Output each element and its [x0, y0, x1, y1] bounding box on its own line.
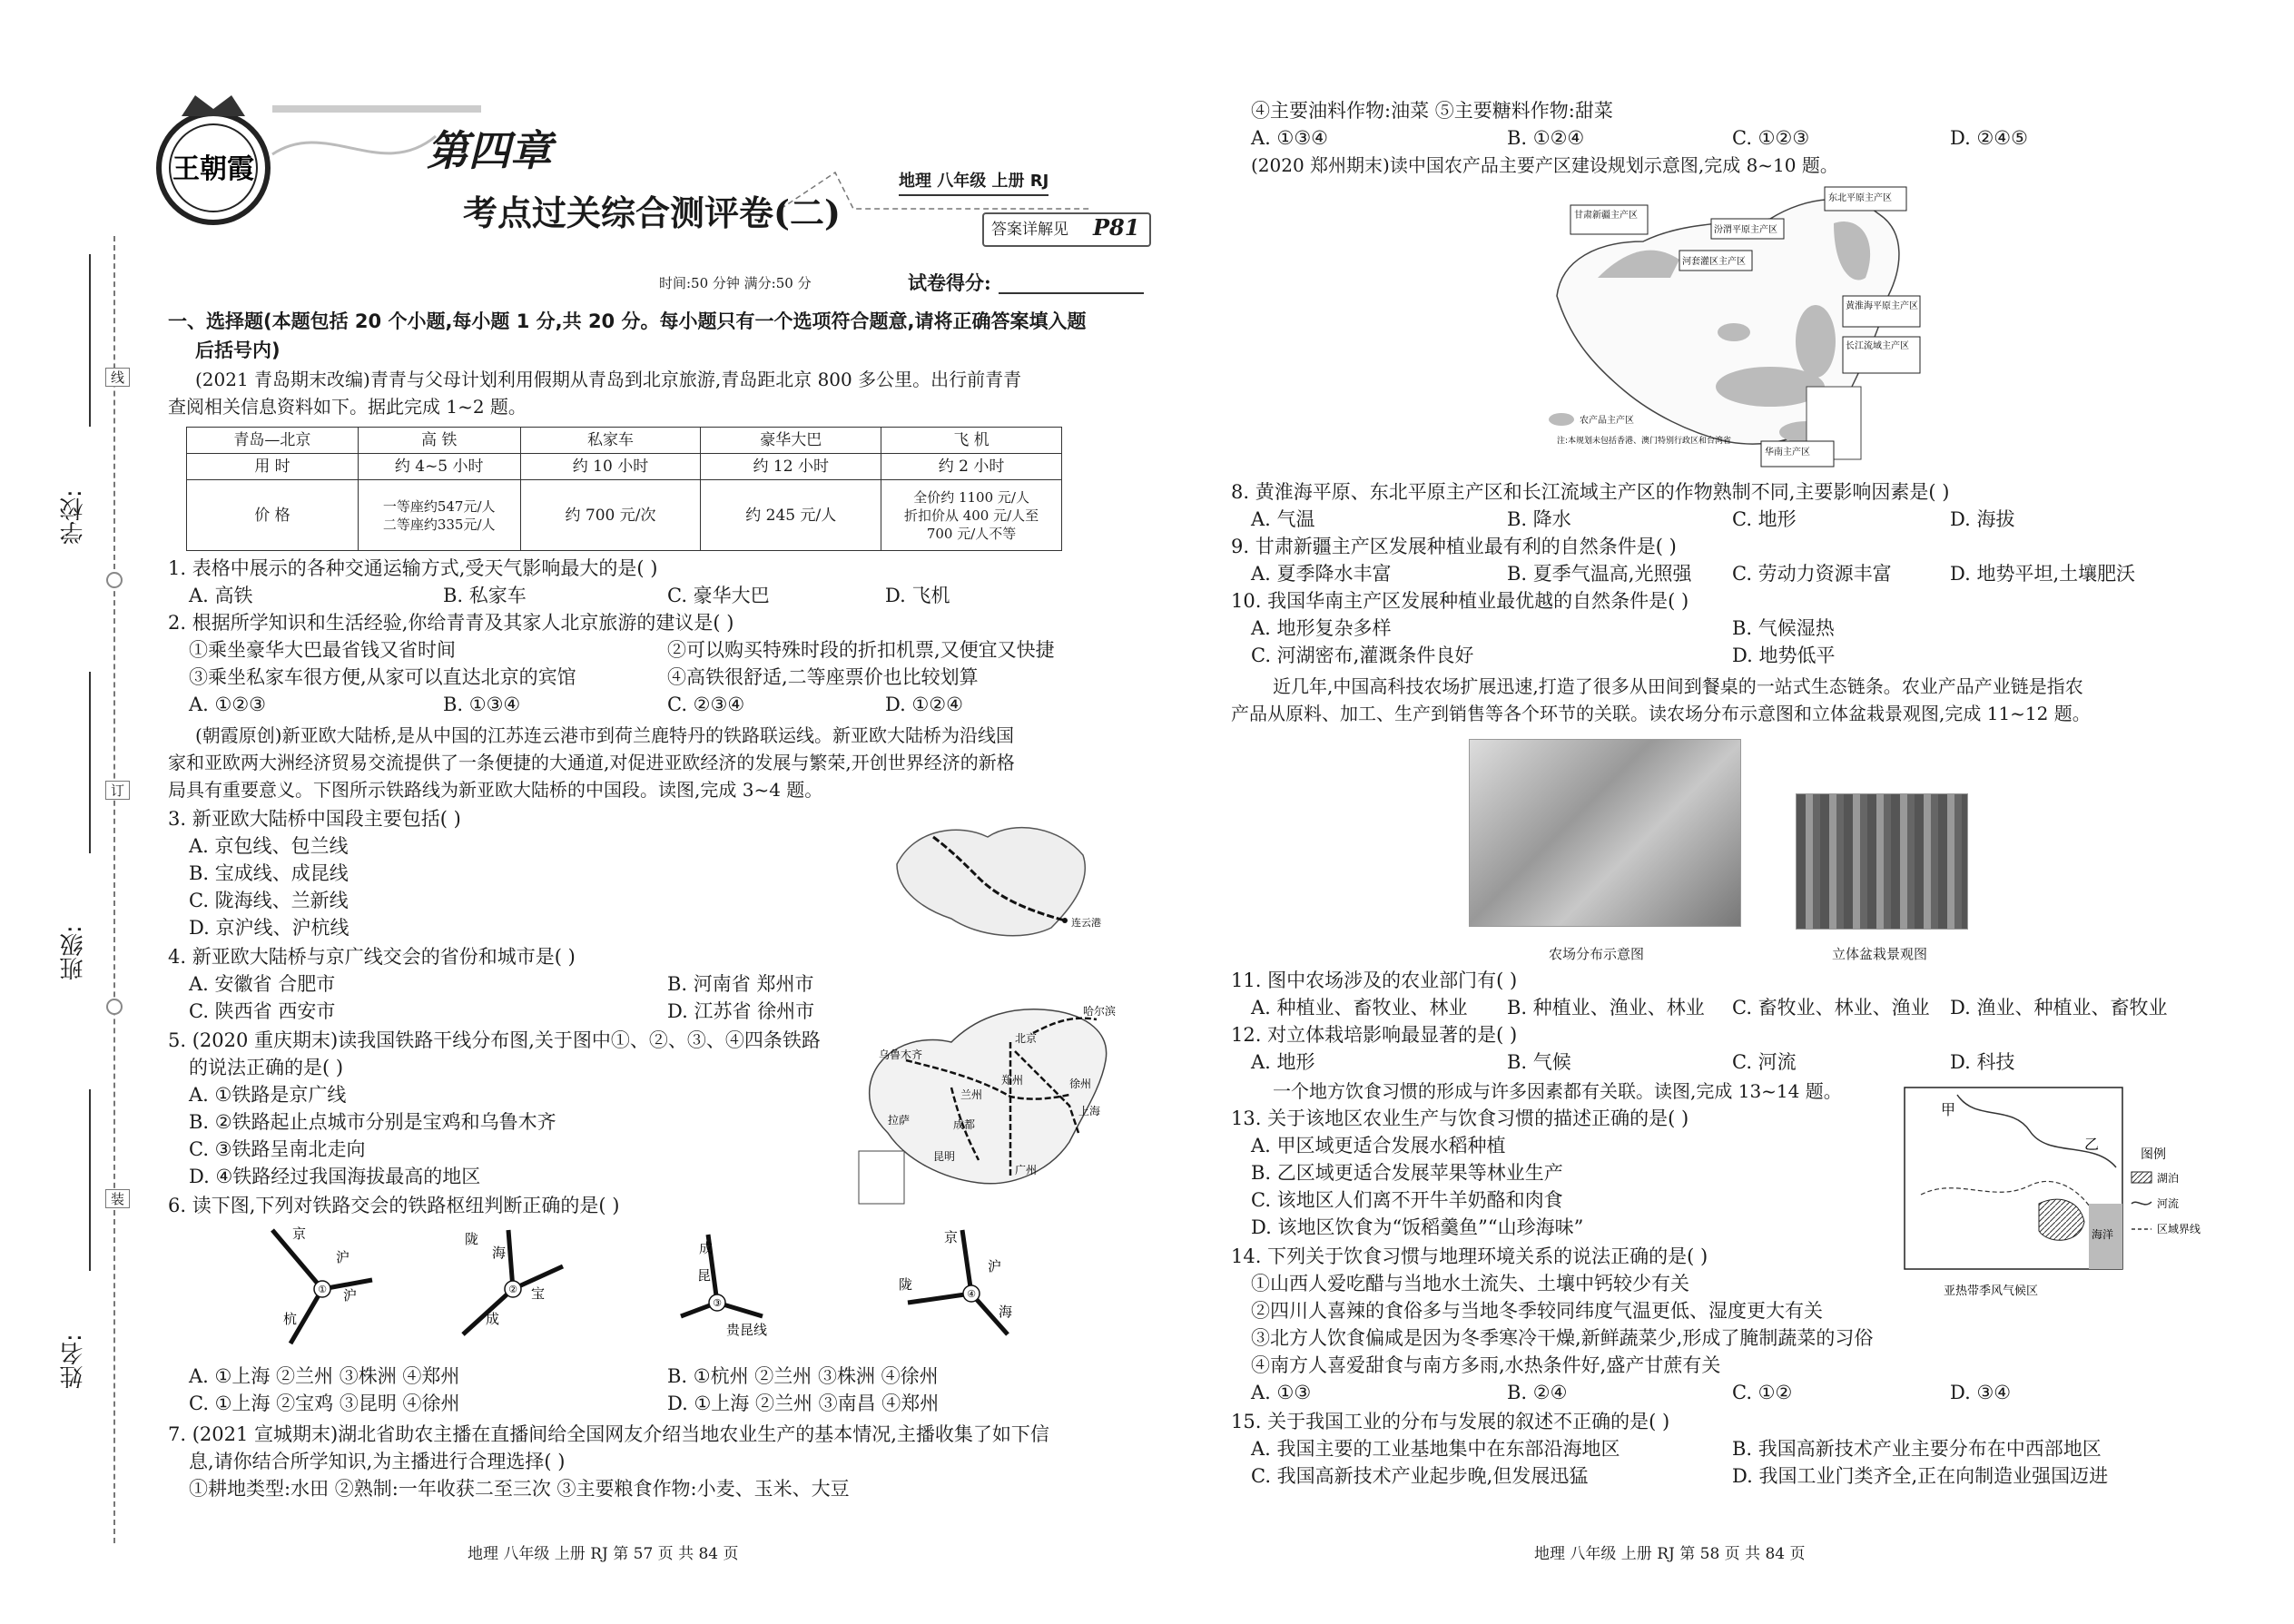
svg-text:③: ③ — [713, 1297, 722, 1309]
q5-option-d[interactable]: D. ④铁路经过我国海拔最高的地区 — [189, 1166, 481, 1187]
map-label-shanghai: 上海 — [1078, 1105, 1101, 1117]
svg-text:②: ② — [508, 1284, 517, 1295]
legend-title: 图例 — [2141, 1147, 2166, 1162]
q13-option-b[interactable]: B. 乙区域更适合发展苹果等林业生产 — [1251, 1162, 1563, 1184]
q14-option-d[interactable]: D. ③④ — [1950, 1382, 2012, 1403]
class-field[interactable] — [89, 672, 91, 853]
table-cell: 约 12 小时 — [701, 454, 881, 480]
q3-option-d[interactable]: D. 京沪线、沪杭线 — [189, 917, 350, 939]
q7-option-a[interactable]: A. ①③④ — [1251, 127, 1328, 149]
q12-option-b[interactable]: B. 气候 — [1507, 1051, 1571, 1073]
junction-label: 宝 — [531, 1285, 546, 1302]
q14-option-a[interactable]: A. ①③ — [1251, 1382, 1312, 1403]
q8-option-a[interactable]: A. 气温 — [1251, 508, 1315, 530]
q13-option-a[interactable]: A. 甲区域更适合发展水稻种植 — [1251, 1135, 1506, 1156]
question-11: 11. 图中农场涉及的农业部门有( ) — [1231, 969, 1518, 991]
q11-option-d[interactable]: D. 渔业、种植业、畜牧业 — [1950, 997, 2168, 1019]
q14-statement-1: ①山西人爱吃醋与当地水土流失、土壤中钙较少有关 — [1251, 1273, 1689, 1294]
q1-option-d[interactable]: D. 飞机 — [885, 585, 950, 606]
question-15: 15. 关于我国工业的分布与发展的叙述不正确的是( ) — [1231, 1411, 1670, 1432]
junction-label: 京 — [292, 1225, 307, 1242]
q1-option-a[interactable]: A. 高铁 — [189, 585, 253, 606]
region-climate-map — [1903, 1086, 2226, 1304]
page-footer-left: 地理 八年级 上册 RJ 第 57 页 共 84 页 — [468, 1545, 739, 1563]
table-cell: 用 时 — [187, 454, 359, 480]
question-7: 7. (2021 宣城期末)湖北省助农主播在直播间给全国网友介绍当地农业生产的基本情况,主播收集了如下信 — [168, 1423, 1049, 1445]
q9-option-b[interactable]: B. 夏季气温高,光照强 — [1507, 563, 1692, 585]
section-heading: 一、选择题(本题包括 20 个小题,每小题 1 分,共 20 分。每小题只有一个选项符合题意,请将正确答案填入题 — [168, 310, 1087, 332]
legend-boundary: 区域界线 — [2157, 1223, 2201, 1235]
junction-label: 沪 — [988, 1258, 1002, 1275]
bind-mark-order: 订 — [105, 781, 130, 800]
subject-tag: 地理 八年级 上册 RJ — [899, 169, 1049, 196]
map-box-label: 汾渭平原主产区 — [1714, 225, 1777, 235]
junction-label: 京 — [944, 1229, 959, 1245]
question-5: 5. (2020 重庆期末)读我国铁路干线分布图,关于图中①、②、③、④四条铁路 — [168, 1029, 821, 1051]
map-label-zhengzhou: 郑州 — [1001, 1074, 1024, 1087]
q6-option-d[interactable]: D. ①上海 ②兰州 ③南昌 ④郑州 — [667, 1393, 940, 1414]
junction-label: 杭 — [283, 1311, 298, 1327]
farm-distribution-image — [1469, 739, 1741, 927]
school-label: 学校: — [60, 489, 87, 545]
q4-option-a[interactable]: A. 安徽省 合肥市 — [189, 973, 336, 995]
q10-option-d[interactable]: D. 地势低平 — [1732, 645, 1836, 666]
q2-option-a[interactable]: A. ①②③ — [189, 694, 266, 715]
class-label: 班级: — [60, 925, 87, 980]
price-line: 700 元/人不等 — [926, 525, 1017, 542]
q11-option-a[interactable]: A. 种植业、畜牧业、林业 — [1251, 997, 1468, 1019]
map-box-label: 华南主产区 — [1765, 448, 1810, 458]
transport-table — [186, 427, 1062, 551]
bind-mark-install: 装 — [105, 1189, 130, 1208]
q11-option-c[interactable]: C. 畜牧业、林业、渔业 — [1732, 997, 1930, 1019]
q10-option-c[interactable]: C. 河湖密布,灌溉条件良好 — [1251, 645, 1474, 666]
question-13: 13. 关于该地区农业生产与饮食习惯的描述正确的是( ) — [1231, 1107, 1689, 1129]
eurasia-bridge-map — [879, 810, 1101, 946]
map-box-label: 河套灌区主产区 — [1682, 257, 1746, 267]
table-header: 飞 机 — [881, 428, 1062, 454]
table-cell: 约 700 元/次 — [520, 480, 701, 551]
map-legend-label: 农产品主产区 — [1580, 416, 1634, 426]
q15-option-d[interactable]: D. 我国工业门类齐全,正在向制造业强国迈进 — [1732, 1465, 2109, 1487]
map-box-label: 黄淮海平原主产区 — [1846, 301, 1918, 311]
q3-option-a[interactable]: A. 京包线、包兰线 — [189, 835, 349, 857]
question-4: 4. 新亚欧大陆桥与京广线交会的省份和城市是( ) — [168, 946, 576, 968]
intro-q3-4-cont: 局具有重要意义。下图所示铁路线为新亚欧大陆桥的中国段。读图,完成 3~4 题。 — [168, 779, 823, 801]
bind-mark-line: 线 — [105, 368, 130, 387]
q9-option-c[interactable]: C. 劳动力资源丰富 — [1732, 563, 1892, 585]
legend-lake: 湖泊 — [2157, 1172, 2180, 1185]
intro-q3-4-cont: 家和亚欧两大洲经济贸易交流提供了一条便捷的大通道,对促进亚欧经济的发展与繁荣,开创世界经济的新格 — [168, 752, 1015, 773]
map-label-lanzhou: 兰州 — [960, 1088, 983, 1101]
q4-option-d[interactable]: D. 江苏省 徐州市 — [667, 1000, 815, 1022]
q7-option-b[interactable]: B. ①②④ — [1507, 127, 1585, 149]
school-field[interactable] — [89, 254, 91, 427]
q14-option-c[interactable]: C. ①② — [1732, 1382, 1793, 1403]
question-2: 2. 根据所学知识和生活经验,你给青青及其家人北京旅游的建议是( ) — [168, 612, 734, 634]
region-label-sea: 海洋 — [2092, 1228, 2114, 1241]
china-railway-map — [852, 997, 1124, 1207]
q8-option-d[interactable]: D. 海拔 — [1950, 508, 2015, 530]
q14-statement-4: ④南方人喜爱甜食与南方多雨,水热条件好,盛产甘蔗有关 — [1251, 1354, 1721, 1376]
q7-statements-cont: ④主要油料作物:油菜 ⑤主要糖料作物:甜菜 — [1251, 100, 1613, 122]
price-line: 全价约 1100 元/人 — [913, 488, 1029, 506]
score-field[interactable] — [999, 292, 1144, 294]
map-label-urumqi: 乌鲁木齐 — [879, 1048, 923, 1061]
q15-option-b[interactable]: B. 我国高新技术产业主要分布在中西部地区 — [1732, 1438, 2102, 1460]
answer-ref-box[interactable] — [982, 212, 1151, 247]
table-cell — [358, 480, 520, 551]
junction-label: 陇 — [465, 1231, 479, 1247]
publisher-logo — [145, 91, 281, 236]
map-label-guangzhou: 广州 — [1015, 1164, 1038, 1176]
answer-ref-page: P81 — [1093, 214, 1140, 241]
q15-option-a[interactable]: A. 我国主要的工业基地集中在东部沿海地区 — [1251, 1438, 1620, 1460]
railway-junction-diagrams — [254, 1216, 1053, 1353]
map-box-label: 东北平原主产区 — [1828, 193, 1892, 203]
q12-option-c[interactable]: C. 河流 — [1732, 1051, 1797, 1073]
junction-label: 贵昆线 — [726, 1322, 768, 1338]
q12-option-a[interactable]: A. 地形 — [1251, 1051, 1315, 1073]
question-1: 1. 表格中展示的各种交通运输方式,受天气影响最大的是( ) — [168, 557, 658, 579]
intro-q1-2: (2021 青岛期末改编)青青与父母计划利用假期从青岛到北京旅游,青岛距北京 800 多公里。出行前青青 — [195, 369, 1022, 390]
map-label-lianyungang: 连云港 — [1071, 917, 1101, 929]
table-cell: 约 10 小时 — [520, 454, 701, 480]
farm-caption: 农场分布示意图 — [1549, 946, 1645, 962]
map-box-label: 甘肃新疆主产区 — [1574, 211, 1638, 221]
binding-line — [113, 236, 115, 1543]
price-line: 折扣价从 400 元/人至 — [903, 507, 1039, 524]
svg-text:①: ① — [318, 1284, 327, 1295]
map-label-beijing: 北京 — [1015, 1032, 1038, 1045]
vertical-planting-image — [1796, 793, 1968, 930]
junction-label: 沪 — [343, 1287, 358, 1304]
hole-icon — [106, 572, 123, 588]
intro-q11-12: 近几年,中国高科技农场扩展迅速,打造了很多从田间到餐桌的一站式生态链条。农业产品产业链是指农 — [1273, 675, 2083, 697]
map-label-chengdu: 成都 — [953, 1118, 976, 1131]
table-cell — [881, 480, 1062, 551]
region-map-caption: 亚热带季风气候区 — [1944, 1284, 2039, 1298]
intro-q11-12-cont: 产品从原料、加工、生产到销售等各个环节的关联。读农场分布示意图和立体盆栽景观图,完成 11~12 题。 — [1231, 703, 2091, 724]
junction-label: 沪 — [336, 1249, 350, 1265]
q6-option-a[interactable]: A. ①上海 ②兰州 ③株洲 ④郑州 — [189, 1365, 460, 1387]
q7-statements: ①耕地类型:水田 ②熟制:一年收获二至三次 ③主要粮食作物:小麦、玉米、大豆 — [189, 1478, 850, 1500]
question-9: 9. 甘肃新疆主产区发展种植业最有利的自然条件是( ) — [1231, 536, 1677, 557]
question-6: 6. 读下图,下列对铁路交会的铁路枢纽判断正确的是( ) — [168, 1195, 620, 1216]
score-label: 试卷得分: — [908, 271, 991, 294]
q7-option-c[interactable]: C. ①②③ — [1732, 127, 1810, 149]
svg-text:王朝霞: 王朝霞 — [172, 153, 254, 185]
q15-option-c[interactable]: C. 我国高新技术产业起步晚,但发展迅猛 — [1251, 1465, 1589, 1487]
q5-option-a[interactable]: A. ①铁路是京广线 — [189, 1084, 347, 1106]
q11-option-b[interactable]: B. 种植业、渔业、林业 — [1507, 997, 1705, 1019]
legend-river: 河流 — [2157, 1197, 2180, 1210]
page-title: 考点过关综合测评卷(二) — [463, 192, 841, 233]
table-cell: 约 4~5 小时 — [358, 454, 520, 480]
question-12: 12. 对立体栽培影响最显著的是( ) — [1231, 1024, 1518, 1046]
table-cell: 价 格 — [187, 480, 359, 551]
q10-option-a[interactable]: A. 地形复杂多样 — [1251, 617, 1392, 639]
table-header: 高 铁 — [358, 428, 520, 454]
q14-statement-3: ③北方人饮食偏咸是因为冬季寒冷干燥,新鲜蔬菜少,形成了腌制蔬菜的习俗 — [1251, 1327, 1874, 1349]
q6-option-c[interactable]: C. ①上海 ②宝鸡 ③昆明 ④徐州 — [189, 1393, 460, 1414]
map-note: 注:本规划未包括香港、澳门特别行政区和台湾省 — [1557, 437, 1732, 446]
china-agriculture-map — [1543, 187, 1925, 470]
time-info: 时间:50 分钟 满分:50 分 — [659, 275, 812, 291]
map-label-harbin: 哈尔滨 — [1083, 1005, 1117, 1018]
q3-option-b[interactable]: B. 宝成线、成昆线 — [189, 862, 349, 884]
intro-q3-4: (朝霞原创)新亚欧大陆桥,是从中国的江苏连云港市到荷兰鹿特丹的铁路联运线。新亚欧大陆桥为沿线国 — [195, 724, 1014, 746]
page-footer-right: 地理 八年级 上册 RJ 第 58 页 共 84 页 — [1534, 1545, 1806, 1563]
map-box-label: 长江流域主产区 — [1846, 341, 1909, 351]
intro-q13-14: 一个地方饮食习惯的形成与许多因素都有关联。读图,完成 13~14 题。 — [1273, 1080, 1842, 1102]
q9-option-d[interactable]: D. 地势平坦,土壤肥沃 — [1950, 563, 2136, 585]
price-line: 一等座约547元/人 — [382, 497, 496, 515]
question-8: 8. 黄淮海平原、东北平原主产区和长江流域主产区的作物熟制不同,主要影响因素是( ) — [1231, 481, 1950, 503]
name-field[interactable] — [89, 1089, 91, 1271]
table-header: 豪华大巴 — [701, 428, 881, 454]
q5-option-c[interactable]: C. ③铁路呈南北走向 — [189, 1138, 366, 1160]
section-heading-cont: 后括号内) — [195, 340, 281, 361]
table-cell: 约 2 小时 — [881, 454, 1062, 480]
junction-label: 海 — [492, 1245, 507, 1261]
junction-label: 成 — [486, 1311, 500, 1327]
junction-label: 海 — [999, 1304, 1013, 1320]
svg-text:④: ④ — [967, 1288, 976, 1300]
chapter-title: 第四章 — [427, 126, 552, 175]
question-14: 14. 下列关于饮食习惯与地理环境关系的说法正确的是( ) — [1231, 1245, 1708, 1267]
junction-label: 成 — [699, 1240, 714, 1256]
q14-option-b[interactable]: B. ②④ — [1507, 1382, 1568, 1403]
q2-statement-1: ①乘坐豪华大巴最省钱又省时间 — [189, 639, 456, 661]
q2-option-b[interactable]: B. ①③④ — [443, 694, 521, 715]
q10-option-b[interactable]: B. 气候湿热 — [1732, 617, 1835, 639]
hole-icon — [106, 999, 123, 1015]
q2-statement-3: ③乘坐私家车很方便,从家可以直达北京的宾馆 — [189, 666, 576, 688]
q8-option-c[interactable]: C. 地形 — [1732, 508, 1797, 530]
q3-option-c[interactable]: C. 陇海线、兰新线 — [189, 890, 349, 911]
table-header: 青岛—北京 — [187, 428, 359, 454]
region-label-yi: 乙 — [2084, 1136, 2100, 1153]
answer-ref-label: 答案详解见 — [991, 221, 1068, 239]
intro-q1-2-cont: 查阅相关信息资料如下。据此完成 1~2 题。 — [168, 396, 527, 418]
question-5-cont: 的说法正确的是( ) — [189, 1057, 344, 1078]
q2-statement-2: ②可以购买特殊时段的折扣机票,又便宜又快捷 — [667, 639, 1055, 661]
q4-option-c[interactable]: C. 陕西省 西安市 — [189, 1000, 336, 1022]
q8-option-b[interactable]: B. 降水 — [1507, 508, 1571, 530]
table-header: 私家车 — [520, 428, 701, 454]
q4-option-b[interactable]: B. 河南省 郑州市 — [667, 973, 814, 995]
map-label-xuzhou: 徐州 — [1069, 1078, 1092, 1090]
q13-option-d[interactable]: D. 该地区饮食为“饭稻羹鱼”“山珍海味” — [1251, 1216, 1584, 1238]
intro-q8-10: (2020 郑州期末)读中国农产品主要产区建设规划示意图,完成 8~10 题。 — [1251, 154, 1838, 176]
question-3: 3. 新亚欧大陆桥中国段主要包括( ) — [168, 808, 461, 830]
map-label-lhasa: 拉萨 — [888, 1114, 911, 1127]
region-label-jia: 甲 — [1941, 1101, 1956, 1118]
q2-option-c[interactable]: C. ②③④ — [667, 694, 745, 715]
q12-option-d[interactable]: D. 科技 — [1950, 1051, 2015, 1073]
q6-option-b[interactable]: B. ①杭州 ②兰州 ③株洲 ④徐州 — [667, 1365, 939, 1387]
junction-label: 昆 — [697, 1267, 712, 1284]
question-7-cont: 息,请你结合所学知识,为主播进行合理选择( ) — [189, 1451, 566, 1472]
q14-statement-2: ②四川人喜辣的食俗多与当地冬季较同纬度气温更低、湿度更大有关 — [1251, 1300, 1823, 1322]
table-cell: 约 245 元/人 — [701, 480, 881, 551]
question-10: 10. 我国华南主产区发展种植业最优越的自然条件是( ) — [1231, 590, 1689, 612]
name-label: 姓名: — [60, 1334, 87, 1389]
q5-option-b[interactable]: B. ②铁路起止点城市分别是宝鸡和乌鲁木齐 — [189, 1111, 556, 1133]
q2-statement-4: ④高铁很舒适,二等座票价也比较划算 — [667, 666, 979, 688]
price-line: 二等座约335元/人 — [382, 516, 496, 533]
q13-option-c[interactable]: C. 该地区人们离不开牛羊奶酪和肉食 — [1251, 1189, 1563, 1211]
q9-option-a[interactable]: A. 夏季降水丰富 — [1251, 563, 1392, 585]
q7-option-d[interactable]: D. ②④⑤ — [1950, 127, 2028, 149]
pot-caption: 立体盆栽景观图 — [1832, 946, 1928, 962]
q1-option-b[interactable]: B. 私家车 — [443, 585, 527, 606]
q1-option-c[interactable]: C. 豪华大巴 — [667, 585, 770, 606]
junction-label: 陇 — [899, 1276, 913, 1293]
q2-option-d[interactable]: D. ①②④ — [885, 694, 963, 715]
map-label-kunming: 昆明 — [933, 1150, 956, 1163]
